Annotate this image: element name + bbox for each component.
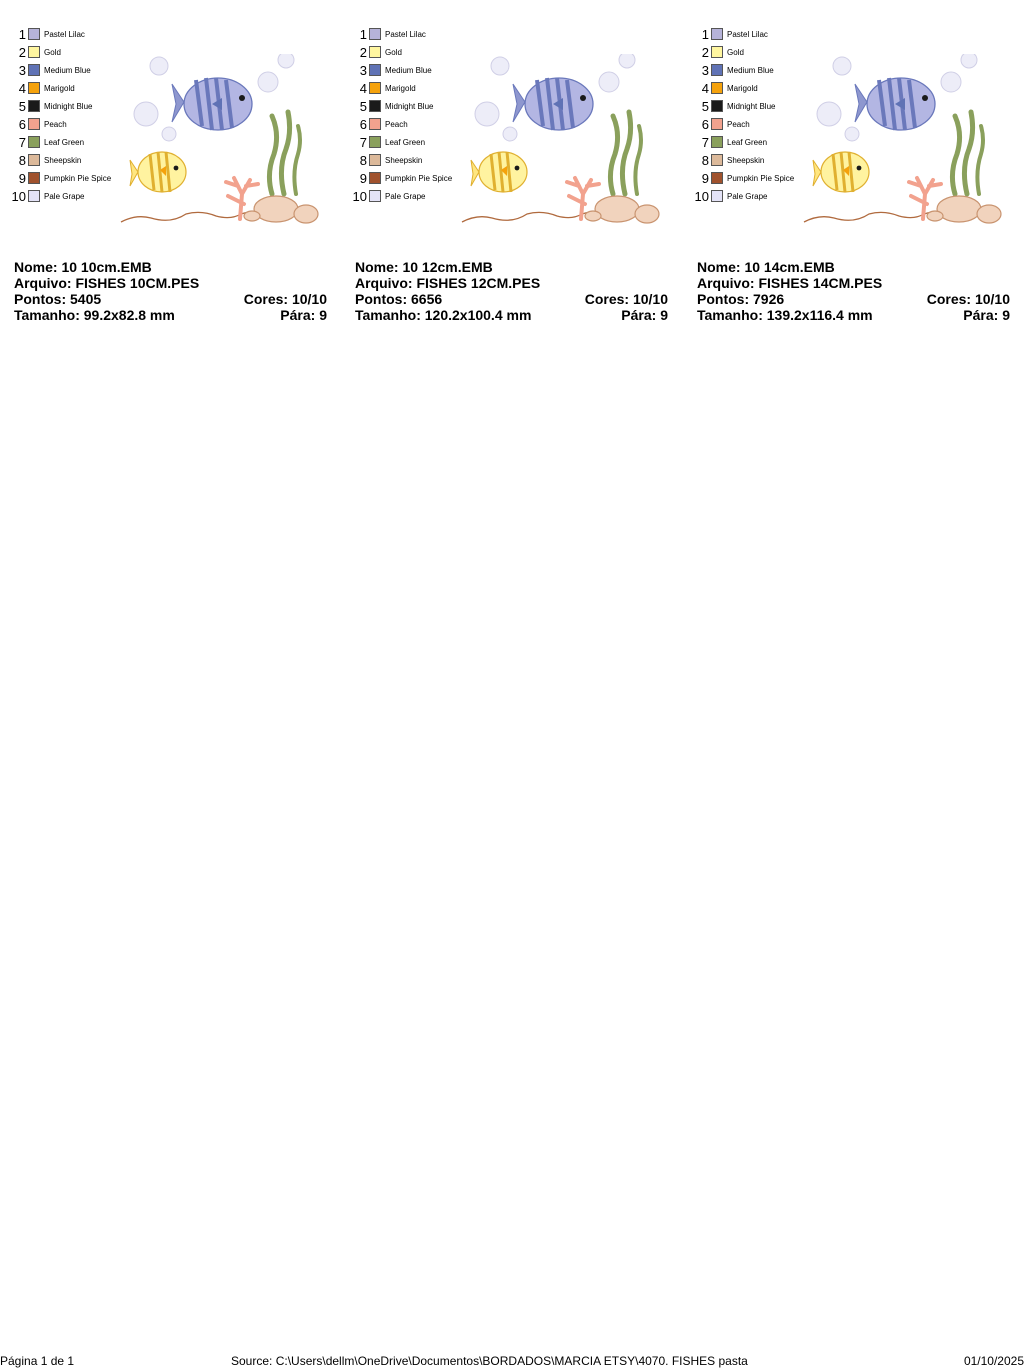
thread-name: Gold	[44, 48, 61, 57]
thread-swatch	[369, 82, 381, 94]
thread-number: 4	[18, 81, 26, 96]
thread-name: Sheepskin	[385, 156, 423, 165]
thread-number: 1	[18, 27, 26, 42]
thread-swatch	[28, 136, 40, 148]
design-size-line	[14, 307, 327, 323]
thread-legend-item	[341, 26, 471, 44]
thread-legend-item	[683, 152, 813, 170]
thread-name: Leaf Green	[727, 138, 768, 147]
stops-label: Pára:	[280, 307, 316, 323]
thread-number: 5	[18, 99, 26, 114]
thread-legend-item	[683, 80, 813, 98]
design-colors	[585, 291, 668, 307]
thread-legend	[683, 26, 813, 206]
thread-number: 9	[701, 171, 709, 186]
name-label: Nome:	[14, 259, 58, 275]
thread-number: 5	[701, 99, 709, 114]
fish-embroidery-image	[116, 54, 326, 229]
thread-number: 6	[701, 117, 709, 132]
thread-swatch	[711, 100, 723, 112]
thread-legend-item	[0, 26, 130, 44]
design-name: 10 10cm.EMB	[61, 259, 152, 275]
thread-swatch	[369, 100, 381, 112]
design-size: 139.2x116.4 mm	[766, 307, 873, 323]
fish-embroidery-image	[457, 54, 667, 229]
thread-legend-item	[341, 98, 471, 116]
thread-name: Midnight Blue	[727, 102, 776, 111]
thread-legend-item	[683, 134, 813, 152]
thread-swatch	[711, 190, 723, 202]
thread-name: Leaf Green	[44, 138, 85, 147]
thread-name: Sheepskin	[727, 156, 765, 165]
thread-swatch	[369, 118, 381, 130]
thread-number: 2	[701, 45, 709, 60]
design-colors-value: 10/10	[291, 291, 327, 307]
thread-swatch	[28, 154, 40, 166]
thread-name: Gold	[385, 48, 402, 57]
thread-swatch	[711, 136, 723, 148]
thread-swatch	[369, 190, 381, 202]
stops-label: Pára:	[621, 307, 657, 323]
design-stitches: 7926	[753, 291, 785, 307]
thread-legend-item	[0, 62, 130, 80]
design-file-line	[355, 275, 668, 291]
design-card-3	[683, 24, 1010, 324]
thread-number: 1	[359, 27, 367, 42]
thread-legend-item	[683, 188, 813, 206]
design-stitches: 6656	[411, 291, 443, 307]
thread-swatch	[28, 190, 40, 202]
file-label: Arquivo:	[355, 275, 413, 291]
thread-number: 6	[359, 117, 367, 132]
colors-label: Cores:	[926, 291, 972, 307]
thread-number: 6	[18, 117, 26, 132]
thread-legend-item	[0, 188, 130, 206]
thread-swatch	[711, 172, 723, 184]
thread-swatch	[28, 82, 40, 94]
thread-legend-item	[0, 134, 130, 152]
thread-name: Pale Grape	[44, 192, 85, 201]
thread-name: Pumpkin Pie Spice	[44, 174, 112, 183]
thread-legend-item	[683, 170, 813, 188]
thread-number: 2	[359, 45, 367, 60]
source-path: Source: C:\Users\dellm\OneDrive\Documentos\BORDADOS\MARCIA ETSY\4070. FISHES pasta	[231, 1354, 748, 1368]
thread-swatch	[28, 118, 40, 130]
thread-number: 7	[18, 135, 26, 150]
thread-name: Pale Grape	[727, 192, 768, 201]
thread-number: 8	[359, 153, 367, 168]
thread-legend-item	[683, 26, 813, 44]
design-file-line	[697, 275, 1010, 291]
design-stitches-line	[14, 291, 327, 307]
thread-number: 8	[18, 153, 26, 168]
thread-number: 10	[352, 189, 367, 204]
size-label: Tamanho:	[355, 307, 421, 323]
name-label: Nome:	[697, 259, 741, 275]
thread-legend-item	[341, 116, 471, 134]
stitches-label: Pontos:	[355, 291, 408, 307]
design-info	[697, 259, 1010, 323]
thread-number: 5	[359, 99, 367, 114]
stitches-label: Pontos:	[697, 291, 750, 307]
thread-legend-item	[0, 152, 130, 170]
stitches-label: Pontos:	[14, 291, 67, 307]
thread-swatch	[28, 172, 40, 184]
design-stitches: 5405	[70, 291, 102, 307]
design-file: FISHES 10CM.PES	[75, 275, 200, 291]
thread-name: Peach	[44, 120, 67, 129]
print-date: 01/10/2025	[963, 1354, 1024, 1368]
design-file-line	[14, 275, 327, 291]
thread-swatch	[369, 64, 381, 76]
design-name-line	[14, 259, 327, 275]
colors-label: Cores:	[243, 291, 289, 307]
thread-name: Sheepskin	[44, 156, 82, 165]
thread-name: Pastel Lilac	[727, 30, 768, 39]
thread-name: Midnight Blue	[44, 102, 93, 111]
thread-number: 10	[11, 189, 26, 204]
design-info	[14, 259, 327, 323]
design-stops-value: 9	[660, 307, 668, 323]
thread-legend-item	[341, 170, 471, 188]
thread-name: Marigold	[727, 84, 758, 93]
name-label: Nome:	[355, 259, 399, 275]
design-colors-value: 10/10	[632, 291, 668, 307]
thread-swatch	[28, 46, 40, 58]
thread-name: Peach	[727, 120, 750, 129]
thread-number: 2	[18, 45, 26, 60]
design-stitches-line	[355, 291, 668, 307]
thread-swatch	[28, 28, 40, 40]
thread-name: Pale Grape	[385, 192, 426, 201]
design-name-line	[697, 259, 1010, 275]
thread-legend-item	[341, 62, 471, 80]
thread-number: 7	[359, 135, 367, 150]
design-colors	[927, 291, 1010, 307]
thread-legend-item	[341, 134, 471, 152]
thread-number: 4	[359, 81, 367, 96]
design-info	[355, 259, 668, 323]
thread-name: Peach	[385, 120, 408, 129]
thread-name: Pastel Lilac	[385, 30, 426, 39]
thread-swatch	[369, 46, 381, 58]
page-number: Página 1 de 1	[0, 1354, 75, 1368]
thread-swatch	[711, 154, 723, 166]
thread-number: 8	[701, 153, 709, 168]
thread-name: Marigold	[385, 84, 416, 93]
thread-number: 9	[359, 171, 367, 186]
thread-name: Leaf Green	[385, 138, 426, 147]
thread-name: Pumpkin Pie Spice	[727, 174, 795, 183]
design-stops	[621, 307, 668, 323]
stops-label: Pára:	[963, 307, 999, 323]
design-colors-value: 10/10	[974, 291, 1010, 307]
thread-legend-item	[683, 116, 813, 134]
thread-legend-item	[683, 44, 813, 62]
thread-swatch	[369, 154, 381, 166]
thread-legend-item	[341, 152, 471, 170]
design-name: 10 14cm.EMB	[744, 259, 835, 275]
file-label: Arquivo:	[697, 275, 755, 291]
thread-number: 3	[701, 63, 709, 78]
thread-number: 4	[701, 81, 709, 96]
thread-swatch	[369, 28, 381, 40]
thread-number: 1	[701, 27, 709, 42]
size-label: Tamanho:	[14, 307, 80, 323]
thread-legend-item	[0, 116, 130, 134]
fish-embroidery-image	[799, 54, 1009, 229]
design-name-line	[355, 259, 668, 275]
design-colors	[244, 291, 327, 307]
thread-swatch	[711, 46, 723, 58]
thread-name: Pastel Lilac	[44, 30, 85, 39]
design-size: 120.2x100.4 mm	[424, 307, 532, 323]
thread-swatch	[711, 82, 723, 94]
design-file: FISHES 12CM.PES	[416, 275, 541, 291]
thread-name: Medium Blue	[385, 66, 432, 75]
thread-legend-item	[341, 44, 471, 62]
thread-legend-item	[683, 62, 813, 80]
thread-number: 10	[694, 189, 709, 204]
thread-name: Medium Blue	[727, 66, 774, 75]
design-file: FISHES 14CM.PES	[758, 275, 883, 291]
design-card-1	[0, 24, 327, 324]
colors-label: Cores:	[584, 291, 630, 307]
design-size-line	[697, 307, 1010, 323]
thread-name: Medium Blue	[44, 66, 91, 75]
design-name: 10 12cm.EMB	[402, 259, 493, 275]
thread-legend	[341, 26, 471, 206]
file-label: Arquivo:	[14, 275, 72, 291]
thread-swatch	[711, 28, 723, 40]
thread-number: 3	[359, 63, 367, 78]
thread-name: Marigold	[44, 84, 75, 93]
thread-swatch	[369, 172, 381, 184]
size-label: Tamanho:	[697, 307, 763, 323]
design-stops	[963, 307, 1010, 323]
thread-swatch	[28, 100, 40, 112]
thread-legend-item	[0, 98, 130, 116]
thread-legend-item	[341, 80, 471, 98]
thread-swatch	[711, 64, 723, 76]
design-size-line	[355, 307, 668, 323]
thread-swatch	[711, 118, 723, 130]
thread-legend-item	[341, 188, 471, 206]
design-size: 99.2x82.8 mm	[83, 307, 175, 323]
thread-name: Pumpkin Pie Spice	[385, 174, 453, 183]
thread-legend-item	[0, 170, 130, 188]
design-card-2	[341, 24, 668, 324]
thread-number: 7	[701, 135, 709, 150]
design-stitches-line	[697, 291, 1010, 307]
thread-legend-item	[0, 44, 130, 62]
thread-legend	[0, 26, 130, 206]
thread-legend-item	[0, 80, 130, 98]
thread-swatch	[28, 64, 40, 76]
thread-number: 9	[18, 171, 26, 186]
design-stops-value: 9	[1002, 307, 1010, 323]
thread-name: Gold	[727, 48, 744, 57]
thread-number: 3	[18, 63, 26, 78]
thread-name: Midnight Blue	[385, 102, 434, 111]
thread-legend-item	[683, 98, 813, 116]
design-stops	[280, 307, 327, 323]
thread-swatch	[369, 136, 381, 148]
design-stops-value: 9	[319, 307, 327, 323]
